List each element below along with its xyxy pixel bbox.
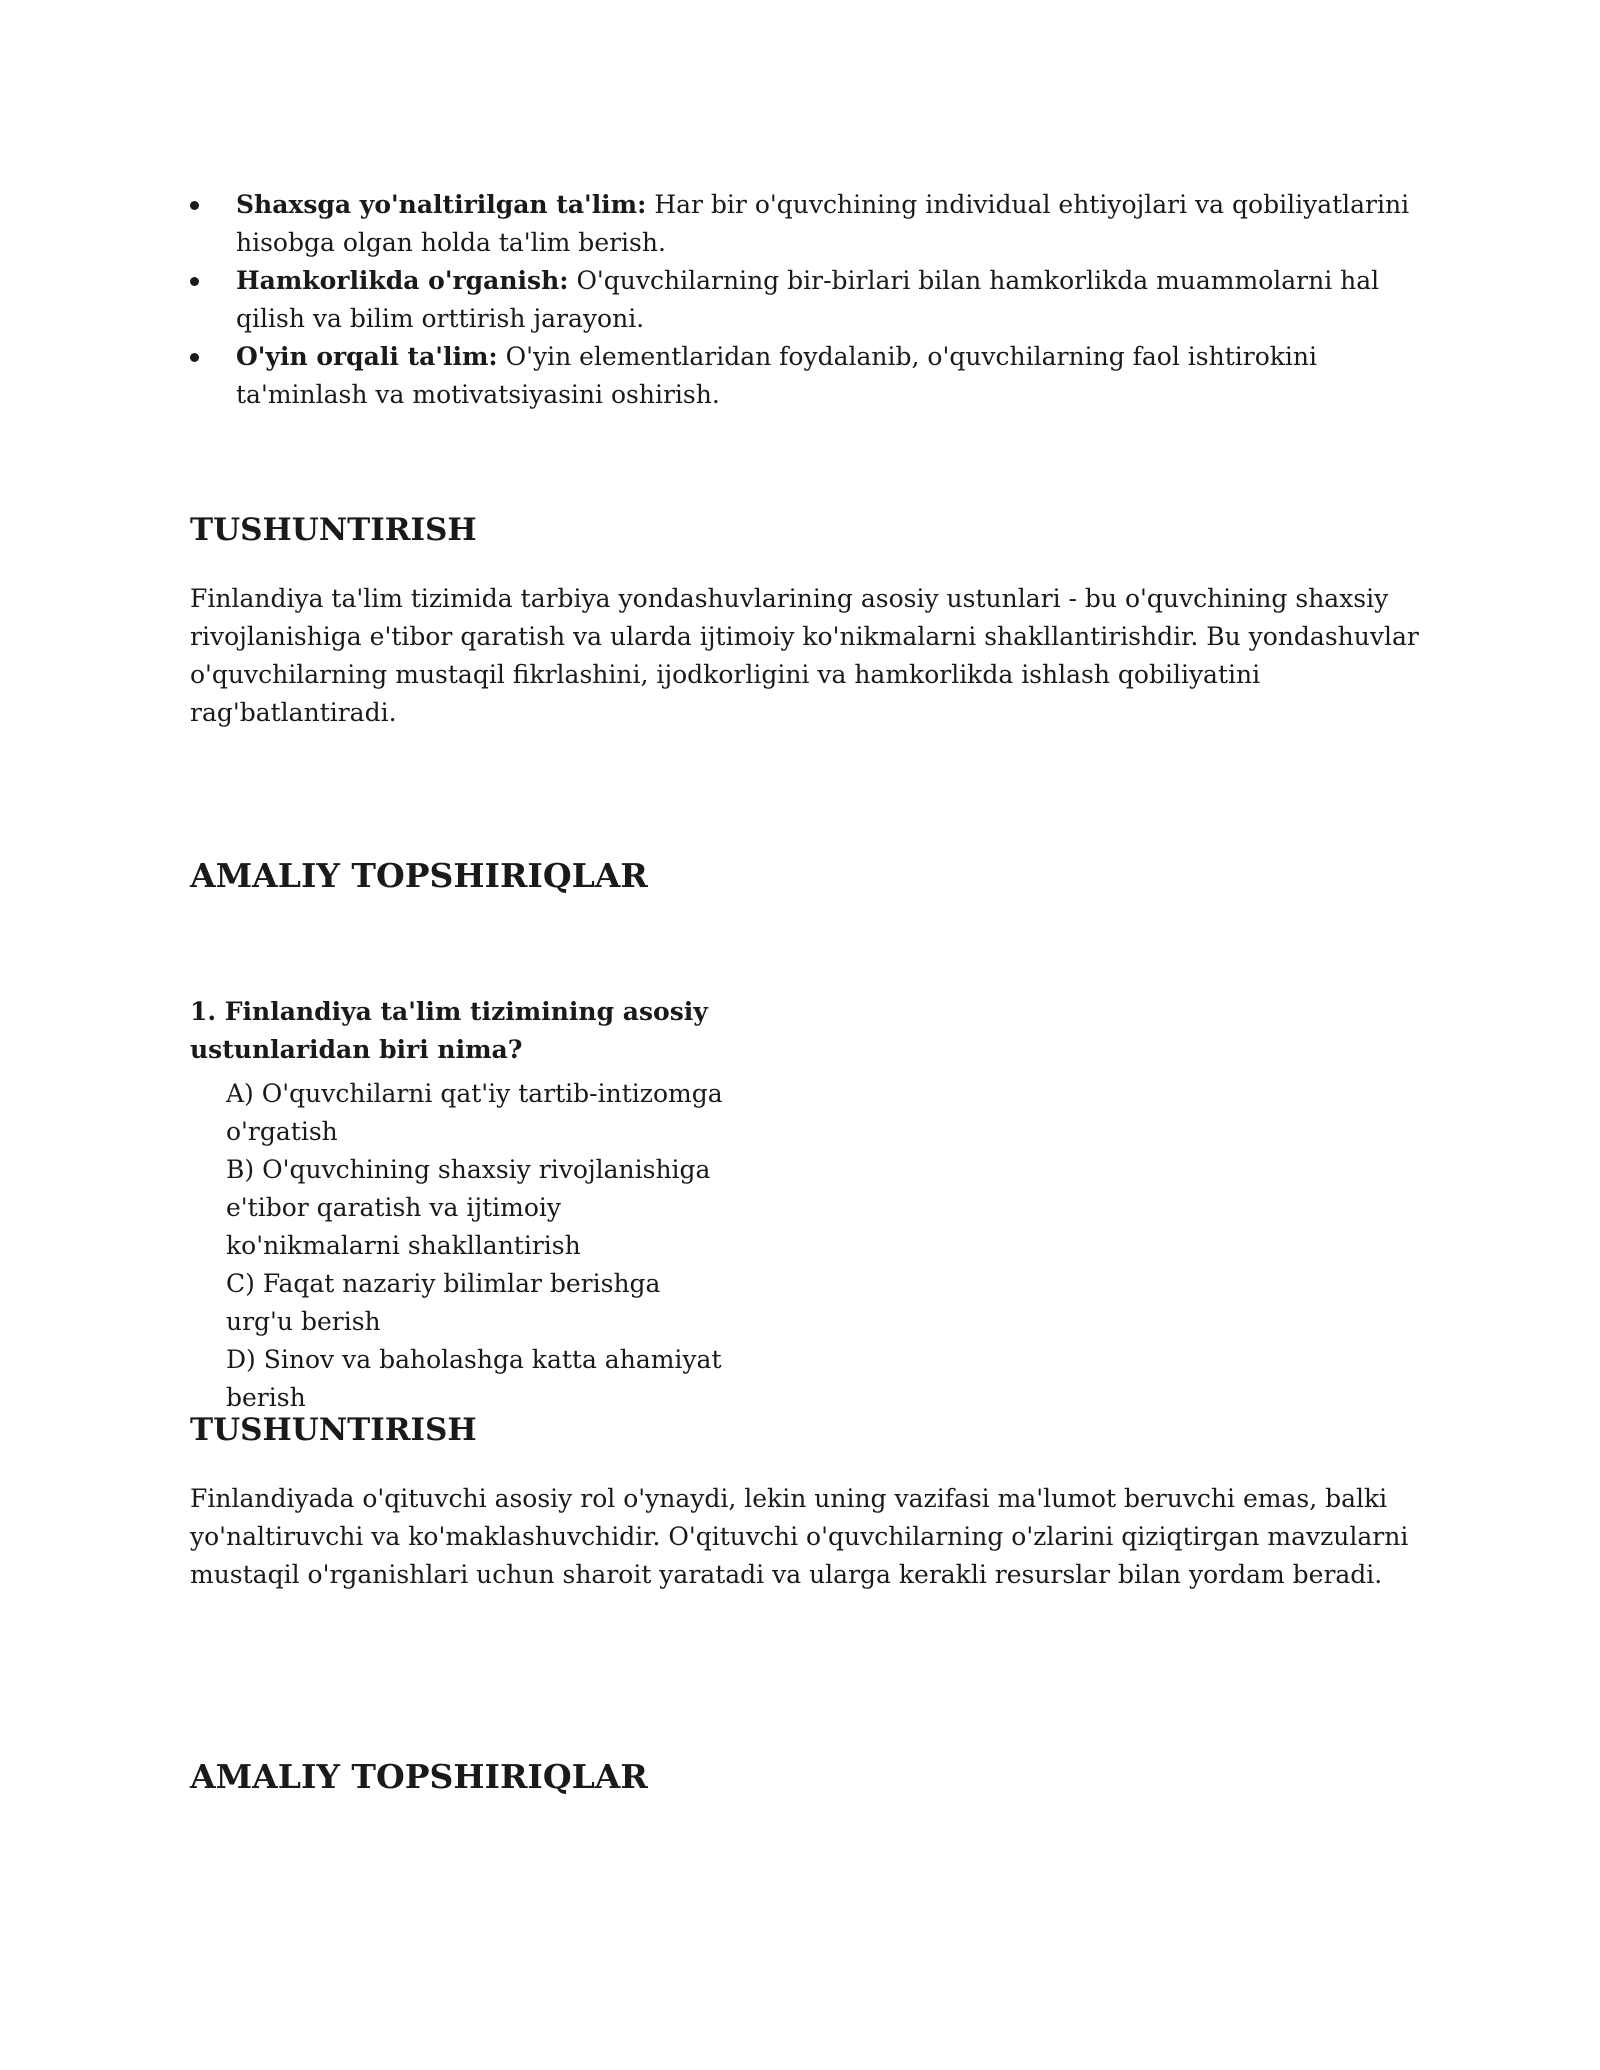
question-title: 1. Finlandiya ta'lim tizimining asosiy ustunlaridan biri nima? [190,997,708,1064]
quiz-question [190,993,730,1417]
answer-options [190,1075,730,1417]
explanation-paragraph: Finlandiyada o'qituvchi asosiy rol o'ynaydi, lekin uning vazifasi ma'lumot beruvchi emas, balki yo'naltiruvchi va ko'maklashuvchidir. O'qituvchi o'quvchilarning o'zlarini qiziqtirgan mavzularni mustaqil o'rganishlari uchun sharoit yaratadi va ularga kerakli resurslar bilan yordam beradi. [190,1484,1409,1589]
bullet-item [190,262,1430,338]
section-heading-explanation: TUSHUNTIRISH [190,1412,477,1448]
bullet-text: O'quvchilarning bir-birlari bilan hamkorlikda muammolarni hal qilish va bilim orttirish jarayoni. [236,266,1380,333]
bullet-term: O'yin orqali ta'lim: [236,342,498,371]
bullet-term: Hamkorlikda o'rganish: [236,266,569,295]
bullet-icon [190,277,199,286]
section-heading-explanation: TUSHUNTIRISH [190,512,477,548]
bullet-item [190,338,1430,414]
answer-option-c: C) Faqat nazariy bilimlar berishga urg'u berish [226,1269,661,1336]
section-heading-tasks: AMALIY TOPSHIRIQLAR [190,856,648,895]
bullet-icon [190,201,199,210]
approach-bullet-list [190,186,1430,414]
bullet-term: Shaxsga yo'naltirilgan ta'lim: [236,190,647,219]
section-heading-tasks: AMALIY TOPSHIRIQLAR [190,1757,648,1796]
answer-option-b: B) O'quvchining shaxsiy rivojlanishiga e'tibor qaratish va ijtimoiy ko'nikmalarni shakllantirish [226,1155,711,1260]
bullet-text: Har bir o'quvchining individual ehtiyojlari va qobiliyatlarini hisobga olgan holda ta'lim berish. [236,190,1410,257]
bullet-text: O'yin elementlaridan foydalanib, o'quvchilarning faol ishtirokini ta'minlash va motivatsiyasini oshirish. [236,342,1318,409]
answer-option-a: A) O'quvchilarni qat'iy tartib-intizomga o'rgatish [226,1079,723,1146]
bullet-item [190,186,1430,262]
explanation-paragraph: Finlandiya ta'lim tizimida tarbiya yondashuvlarining asosiy ustunlari - bu o'quvchining shaxsiy rivojlanishiga e'tibor qaratish va ularda ijtimoiy ko'nikmalarni shakllantirishdir. Bu yondashuvlar o'quvchilarning mustaqil fikrlashini, ijodkorligini va hamkorlikda ishlash qobiliyatini rag'batlantiradi. [190,584,1419,727]
bullet-icon [190,353,199,362]
answer-option-d: D) Sinov va baholashga katta ahamiyat berish [226,1345,722,1412]
